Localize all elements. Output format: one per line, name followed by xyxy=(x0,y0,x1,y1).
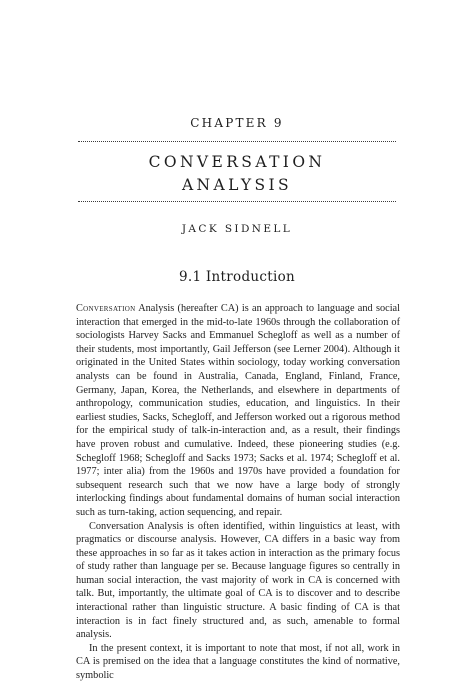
chapter-title-line2: ANALYSIS xyxy=(181,176,293,194)
paragraph-1-lead: Conversation xyxy=(76,303,136,314)
paragraph-1-rest: Analysis (hereafter CA) is an approach to language and social interaction that emerged in the mid-to-late 1960s through the collaboration of sociologists Harvey Sacks and Emmanuel Schegloff as well as a number of their students, most importantly, Gail Jefferson (see Lerner 2004). Although it originated in the United States within sociology, today working conversation analysts can be found in Australia, Canada, England, Finland, France, Germany, Japan, Korea, the Netherlands, and elsewhere in departments of anthropology, communication studies, education, and linguistics. In their earliest studies, Sacks, Schegloff, and Jefferson worked out a rigorous method for the empirical study of talk-in-interaction and, as a result, their findings have proven robust and cumulative. Indeed, these pioneering studies (e.g. Schegloff 1968; Schegloff and Sacks 1973; Sacks et al. 1974; Schegloff et al. 1977; inter alia) from the 1960s and 1970s have provided a foundation for subsequent research such that we now have a large body of strongly interlocking findings about fundamental domains of human social interaction such as turn-taking, action sequencing, and repair. xyxy=(76,303,400,518)
paragraph-2: Conversation Analysis is often identified, within linguistics at least, with pragmatics or discourse analysis. However, CA differs in a basic way from these approaches in so far as it takes action in interaction as the primary focus of study rather than language per se. Because language figures so centrally in human social interaction, the vast majority of work in CA is concerned with talk. But, importantly, the ultimate goal of CA is to discover and to describe interactional rather than linguistic structure. A basic finding of CA is that interaction is in fact finely structured and, as such, amenable to formal analysis. xyxy=(76,520,400,641)
chapter-title xyxy=(0,151,474,197)
chapter-label: CHAPTER 9 xyxy=(190,116,284,130)
body-text xyxy=(76,302,400,683)
dotted-rule-top xyxy=(78,141,396,142)
dotted-rule-bottom xyxy=(78,201,396,202)
chapter-author: JACK SIDNELL xyxy=(181,223,293,235)
chapter-title-line1: CONVERSATION xyxy=(148,153,326,171)
section-heading: 9.1 Introduction xyxy=(178,269,296,285)
paragraph-1 xyxy=(76,302,400,520)
paragraph-3: In the present context, it is important to note that most, if not all, work in CA is premised on the idea that a language constitutes the kind of normative, symbolic xyxy=(76,642,400,682)
